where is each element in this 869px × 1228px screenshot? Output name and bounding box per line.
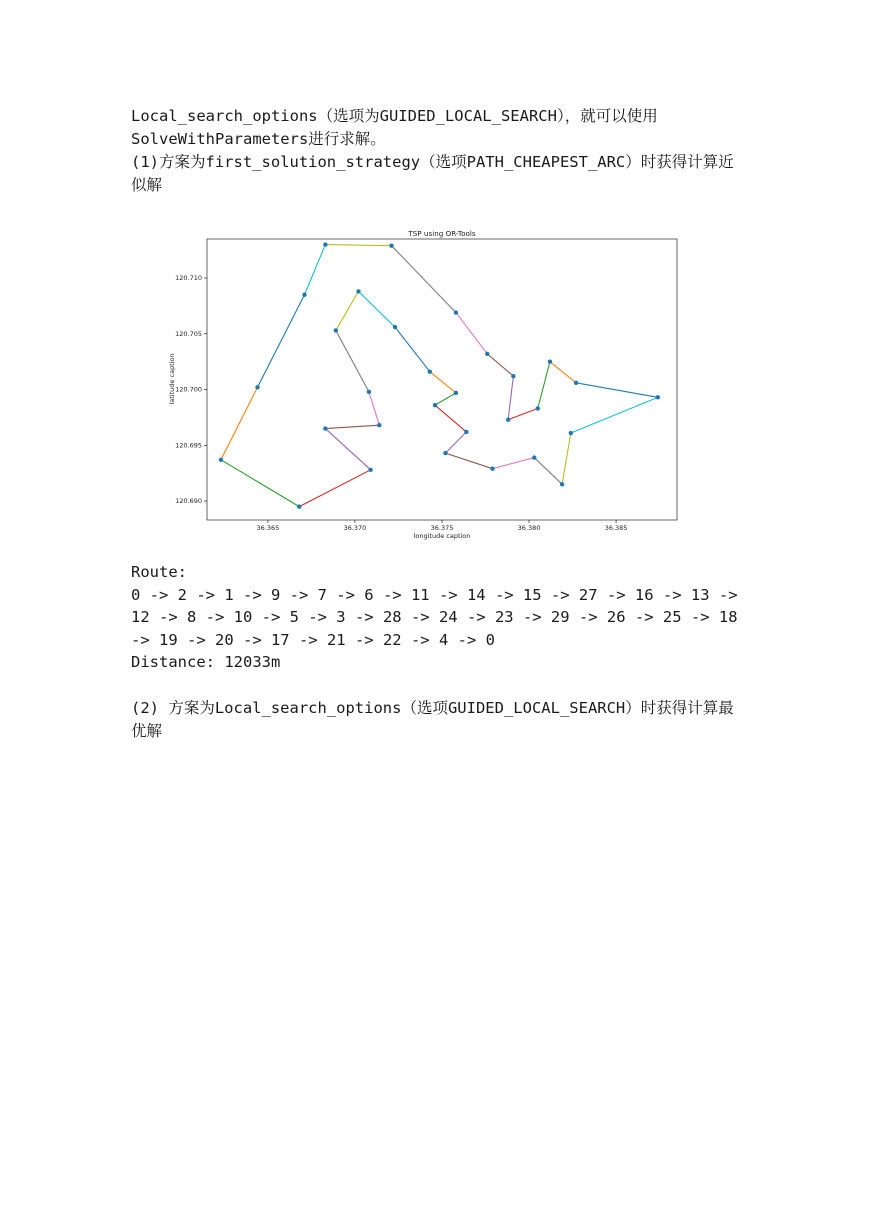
route-point — [574, 381, 578, 385]
x-axis-label: longitude caption — [413, 532, 471, 540]
route-point — [302, 293, 306, 297]
route-point — [464, 430, 468, 434]
route-result — [131, 561, 747, 674]
route-point — [490, 467, 494, 471]
route-point — [367, 390, 371, 394]
route-point — [485, 352, 489, 356]
route-point — [433, 403, 437, 407]
y-tick-label: 120.710 — [175, 274, 202, 283]
route-point — [548, 359, 552, 363]
y-tick-label: 120.690 — [175, 497, 202, 506]
route-point — [569, 431, 573, 435]
case-1-paragraph: (1)方案为first_solution_strategy（选项PATH_CHEAPEST_ARC）时获得计算近似解 — [131, 153, 734, 194]
route-point — [454, 391, 458, 395]
case-2-paragraph: (2) 方案为Local_search_options（选项GUIDED_LOCAL_SEARCH）时获得计算最优解 — [131, 699, 734, 740]
route-point — [389, 243, 393, 247]
y-tick-label: 120.705 — [175, 329, 202, 338]
route-point — [368, 468, 372, 472]
plot-area — [207, 239, 677, 520]
route-point — [323, 426, 327, 430]
route-point — [219, 458, 223, 462]
route-point — [532, 455, 536, 459]
route-sequence: 0 -> 2 -> 1 -> 9 -> 7 -> 6 -> 11 -> 14 -> 15 -> 27 -> 16 -> 13 -> 12 -> 8 -> 10 -> 5 -> 3 -> 28 -> 24 -> 23 -> 29 -> 26 -> 25 -> 18 -> 19 -> 20 -> 17 -> 21 -> 22 -> 4 -> 0 — [131, 585, 747, 649]
route-point — [377, 423, 381, 427]
route-point — [506, 417, 510, 421]
route-point — [656, 395, 660, 399]
y-tick-label: 120.695 — [175, 441, 202, 450]
chart-canvas — [160, 225, 690, 545]
route-point — [393, 325, 397, 329]
route-point — [560, 482, 564, 486]
x-tick-label: 36.385 — [604, 524, 628, 532]
route-point — [536, 406, 540, 410]
route-point — [255, 385, 259, 389]
y-tick-label: 120.700 — [175, 385, 202, 394]
x-tick-label: 36.380 — [517, 524, 541, 532]
route-distance: Distance: 12033m — [131, 653, 281, 671]
tsp-route-chart — [160, 225, 690, 545]
route-point — [443, 451, 447, 455]
chart-title: TSP using OR-Tools — [408, 229, 476, 238]
intro-paragraph: Local_search_options（选项为GUIDED_LOCAL_SEARCH），就可以使用SolveWithParameters进行求解。 — [131, 107, 658, 148]
x-tick-label: 36.375 — [430, 524, 454, 532]
route-label: Route: — [131, 563, 187, 581]
x-tick-label: 36.370 — [343, 524, 367, 532]
route-point — [454, 310, 458, 314]
route-point — [356, 289, 360, 293]
route-point — [297, 504, 301, 508]
route-point — [334, 328, 338, 332]
y-axis-label: latitude caption — [168, 353, 176, 405]
route-point — [511, 374, 515, 378]
route-point — [428, 369, 432, 373]
x-tick-label: 36.365 — [256, 524, 280, 532]
route-point — [323, 242, 327, 246]
